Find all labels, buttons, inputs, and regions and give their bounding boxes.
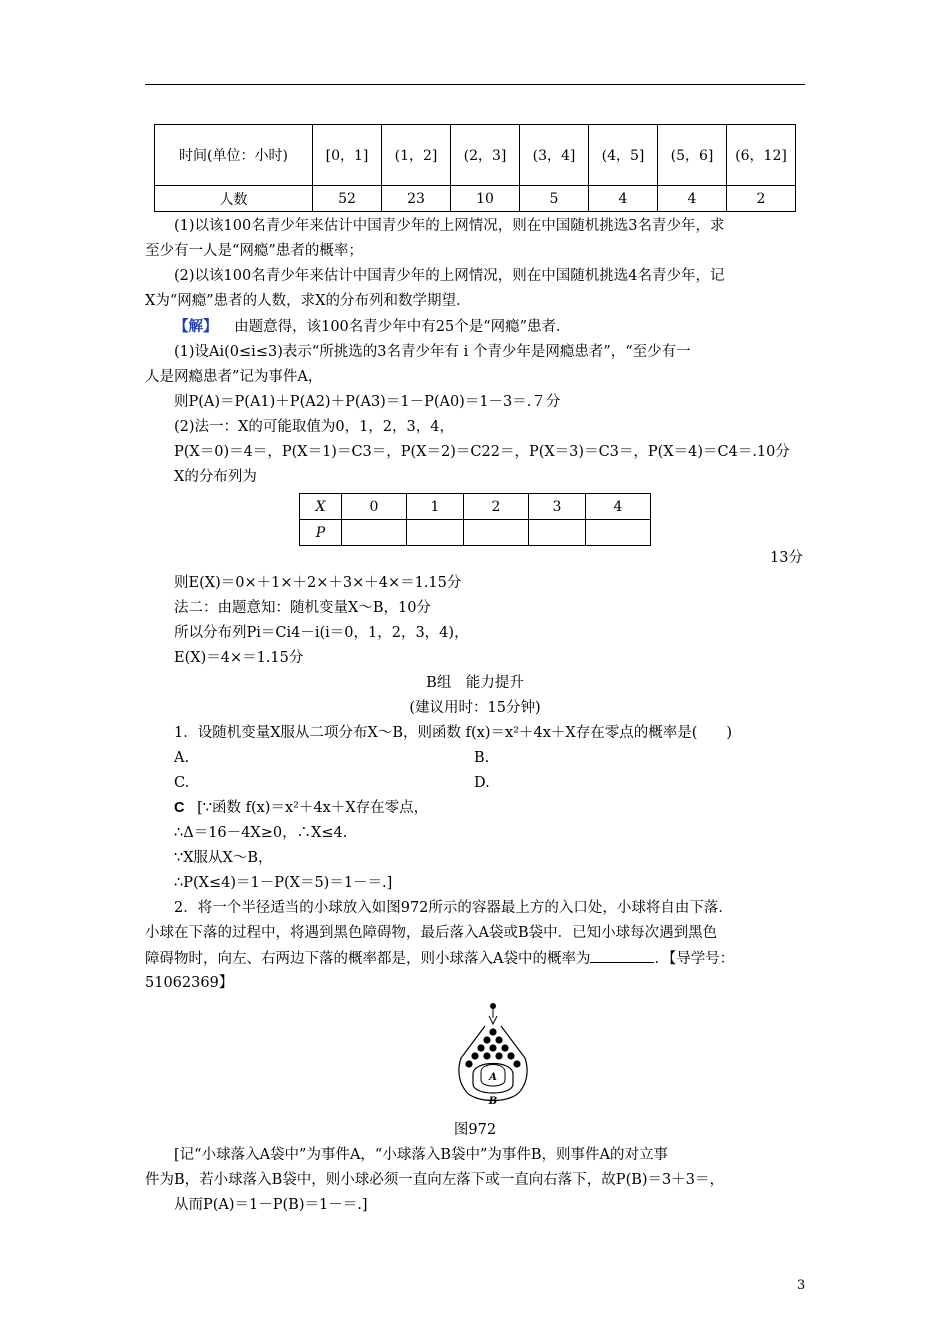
header-rule: [145, 84, 805, 85]
solution-line: X的分布列为: [174, 469, 257, 485]
score-note: 13分: [770, 550, 803, 566]
table-cell: 4: [586, 494, 651, 520]
answer-2: 件为B，若小球落入B袋中，则小球必须一直向左落下或一直向右落下，故P(B)＝3＋3＝，: [145, 1172, 724, 1188]
page-number: 3: [797, 1278, 806, 1293]
table-cell: 2: [464, 494, 529, 520]
solution-line: 则E(X)＝0×＋1×＋2×＋3×＋4×＝1.15分: [174, 575, 462, 591]
question-1-line: 至少有一人是“网瘾”患者的概率；: [145, 243, 363, 259]
solution-label: 【解】: [174, 318, 218, 335]
question-1-line: (1)以该100名青少年来估计中国青少年的上网情况，则在中国随机挑选3名青少年，求: [174, 218, 725, 234]
problem-2: [145, 948, 734, 969]
answer-2: [记“小球落入A袋中”为事件A，“小球落入B袋中”为事件B，则事件A的对立事: [174, 1147, 669, 1163]
table-cell: 1: [407, 494, 464, 520]
answer-2: 从而P(A)＝1－P(B)＝1－＝.]: [174, 1197, 368, 1213]
section-time: (建议用时：15分钟): [409, 700, 541, 716]
answer-line: ∴P(X≤4)＝1－P(X＝5)＝1－＝.]: [174, 875, 393, 891]
problem-2: 小球在下落的过程中，将遇到黑色障碍物，最后落入A袋或B袋中．已知小球每次遇到黑色: [145, 925, 718, 941]
solution-line: 法二：由题意知：随机变量X～B，10分: [174, 600, 431, 616]
table-cell: 0: [342, 494, 407, 520]
solution-line: (2)法一：X的可能取值为0，1，2，3，4，: [174, 419, 454, 435]
table-cell: X: [300, 494, 342, 520]
table-cell: [464, 520, 529, 546]
problem-1: 1．设随机变量X服从二项分布X～B，则函数 f(x)＝x²＋4x＋X存在零点的概率是( ): [174, 725, 733, 741]
table-cell: (5，6]: [658, 125, 727, 186]
table-cell: 52: [313, 186, 382, 212]
solution-line: 所以分布列Pi＝Ci4－i(i＝0，1，2，3，4)，: [174, 625, 469, 641]
solution-line: E(X)＝4×＝1.15分: [174, 650, 304, 666]
table-cell: 2: [727, 186, 796, 212]
solution-line: P(X＝0)＝4＝，P(X＝1)＝C3＝，P(X＝2)＝C22＝，P(X＝3)＝C3＝，P(X＝4)＝C4＝.10分: [174, 444, 790, 460]
answer-line: ∵X服从X～B，: [174, 850, 273, 866]
solution-line: 人是网瘾患者”记为事件A，: [145, 369, 323, 385]
table-cell: [0，1]: [313, 125, 382, 186]
table-cell: [586, 520, 651, 546]
table-cell: [407, 520, 464, 546]
table-row: [155, 186, 796, 212]
solution-intro: [174, 317, 571, 337]
table-cell: (6，12]: [727, 125, 796, 186]
table-cell: 23: [382, 186, 451, 212]
table-cell: 10: [451, 186, 520, 212]
table-cell: 4: [589, 186, 658, 212]
figure-caption: 图972: [453, 1122, 497, 1138]
section-title: B组 能力提升: [426, 675, 524, 691]
solution-line: 则P(A)＝P(A1)＋P(A2)＋P(A3)＝1－P(A0)＝1－3＝.７分: [174, 394, 561, 410]
bag-a-label: A: [489, 1072, 497, 1083]
question-2-line: (2)以该100名青少年来估计中国青少年的上网情况，则在中国随机挑选4名青少年，记: [174, 268, 725, 284]
online-time-table: [154, 124, 796, 212]
answer-letter: C: [174, 800, 185, 816]
solution-intro-text: 由题意得，该100名青少年中有25个是“网瘾”患者．: [234, 319, 571, 335]
option-b: B.: [474, 750, 490, 766]
table-cell: (1，2]: [382, 125, 451, 186]
table-header-row: [300, 494, 651, 520]
answer-text: [∵函数 f(x)＝x²＋4x＋X存在零点，: [197, 800, 429, 816]
question-2-line: X为“网瘾”患者的人数，求X的分布列和数学期望．: [145, 293, 471, 309]
answer-1: [174, 798, 428, 818]
table-row: [300, 520, 651, 546]
table-cell: 4: [658, 186, 727, 212]
problem-2: 2．将一个半径适当的小球放入如图972所示的容器最上方的入口处，小球将自由下落．: [174, 900, 733, 916]
answer-blank: [590, 948, 654, 963]
table-cell: 5: [520, 186, 589, 212]
table-cell: [342, 520, 407, 546]
table-cell: 时间(单位：小时): [155, 125, 313, 186]
table-cell: 3: [529, 494, 586, 520]
problem-2-text: ．【导学号：: [654, 951, 735, 967]
option-c: C.: [174, 775, 190, 791]
problem-2: 51062369】: [145, 975, 234, 991]
table-cell: (3，4]: [520, 125, 589, 186]
option-a: A.: [174, 750, 190, 766]
bag-b-label: B: [488, 1096, 498, 1107]
solution-line: (1)设Ai(0≤i≤3)表示“所挑选的3名青少年有 i 个青少年是网瘾患者”，“至少有一: [174, 344, 691, 360]
galton-container-figure: [453, 1000, 533, 1118]
answer-line: ∴Δ＝16－4X≥0，∴X≤4.: [174, 825, 348, 841]
table-cell: (2，3]: [451, 125, 520, 186]
option-d: D.: [474, 775, 490, 791]
distribution-table: [299, 493, 651, 546]
problem-2-text: 障碍物时，向左、右两边下落的概率都是，则小球落入A袋中的概率为: [145, 951, 591, 967]
table-cell: 人数: [155, 186, 313, 212]
table-cell: [529, 520, 586, 546]
table-cell: P: [300, 520, 342, 546]
table-header-row: [155, 125, 796, 186]
table-cell: (4，5]: [589, 125, 658, 186]
